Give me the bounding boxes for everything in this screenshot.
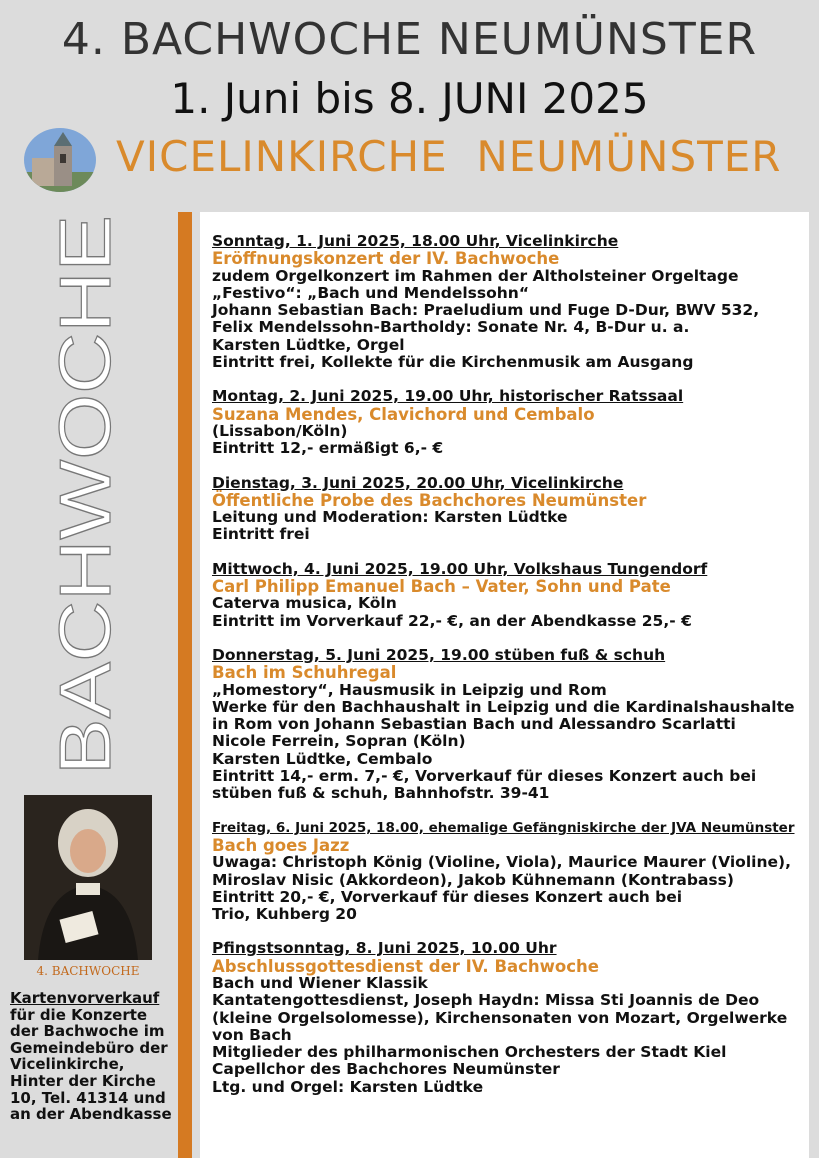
event-detail-line: Eintritt 20,- €, Vorverkauf für dieses Konzert auch bei xyxy=(212,887,683,906)
event-detail-line: Eintritt im Vorverkauf 22,- €, an der Abendkasse 25,- € xyxy=(212,611,692,630)
event-entry xyxy=(212,940,807,1096)
bach-portrait xyxy=(24,795,152,960)
event-detail-line: Karsten Lüdtke, Orgel xyxy=(212,335,405,354)
event-detail-line: stüben fuß & schuh, Bahnhofstr. 39-41 xyxy=(212,784,550,803)
event-title: Carl Philipp Emanuel Bach – Vater, Sohn und Pate xyxy=(212,577,671,597)
event-detail-line: Eintritt frei, Kollekte für die Kirchenmusik am Ausgang xyxy=(212,353,694,372)
event-detail-line: „Homestory“, Hausmusik in Leipzig und Rom xyxy=(212,680,607,699)
event-detail-line: Miroslav Nisic (Akkordeon), Jakob Kühnemann (Kontrabass) xyxy=(212,870,734,889)
event-detail-line: „Festivo“: „Bach und Mendelssohn“ xyxy=(212,283,530,302)
event-detail-line: Caterva musica, Köln xyxy=(212,594,397,613)
event-detail-line: (Lissabon/Köln) xyxy=(212,421,348,440)
event-title: Suzana Mendes, Clavichord und Cembalo xyxy=(212,404,595,424)
event-title: Öffentliche Probe des Bachchores Neumünster xyxy=(212,490,647,510)
event-detail-line: Karsten Lüdtke, Cembalo xyxy=(212,749,433,768)
event-title: Bach im Schuhregal xyxy=(212,663,397,683)
event-detail-line: Leitung und Moderation: Karsten Lüdtke xyxy=(212,508,568,527)
church-name: VICELINKIRCHE NEUMÜNSTER xyxy=(116,132,782,181)
event-detail-line: Uwaga: Christoph König (Violine, Viola), Maurice Maurer (Violine), xyxy=(212,853,791,872)
ticket-line: Vicelinkirche, xyxy=(10,1055,125,1074)
event-entry xyxy=(212,820,807,924)
event-date-location: Pfingstsonntag, 8. Juni 2025, 10.00 Uhr xyxy=(212,939,557,958)
ticket-line: Hinter der Kirche xyxy=(10,1071,156,1090)
event-title: Bach goes Jazz xyxy=(212,835,350,855)
event-detail-line: Ltg. und Orgel: Karsten Lüdtke xyxy=(212,1077,484,1096)
page-title: 4. BACHWOCHE NEUMÜNSTER xyxy=(61,14,758,65)
portrait-caption: 4. BACHWOCHE xyxy=(36,964,140,978)
event-detail-line: Eintritt 14,- erm. 7,- €, Vorverkauf für dieses Konzert auch bei xyxy=(212,767,757,786)
event-entry xyxy=(212,561,807,630)
vertical-title-text: BACHWOCHE xyxy=(52,299,124,775)
ticket-line: 10, Tel. 41314 und xyxy=(10,1088,166,1107)
event-entry xyxy=(212,233,807,371)
event-detail-line: Johann Sebastian Bach: Praeludium und Fuge D-Dur, BWV 532, xyxy=(212,301,760,320)
event-detail-line: Kantatengottesdienst, Joseph Haydn: Missa Sti Joannis de Deo xyxy=(212,991,760,1010)
event-detail-line: (kleine Orgelsolomesse), Kirchensonaten von Mozart, Orgelwerke xyxy=(212,1008,788,1027)
event-detail-line: Capellchor des Bachchores Neumünster xyxy=(212,1060,560,1079)
event-date-location: Donnerstag, 5. Juni 2025, 19.00 stüben fuß & schuh xyxy=(212,645,666,664)
event-detail-line: zudem Orgelkonzert im Rahmen der Altholsteiner Orgeltage xyxy=(212,266,739,285)
ticket-line: Gemeindebüro der xyxy=(10,1038,168,1057)
vertical-title xyxy=(52,205,124,780)
ticket-sales-info xyxy=(10,990,175,1123)
accent-bar xyxy=(178,212,192,1158)
event-date-location: Montag, 2. Juni 2025, 19.00 Uhr, historischer Ratssaal xyxy=(212,387,684,406)
event-detail-line: von Bach xyxy=(212,1025,292,1044)
ticket-line: an der Abendkasse xyxy=(10,1105,172,1124)
event-detail-line: Trio, Kuhberg 20 xyxy=(212,905,357,924)
event-title: Abschlussgottesdienst der IV. Bachwoche xyxy=(212,956,599,976)
church-tower-image xyxy=(24,128,96,192)
event-detail-line: Bach und Wiener Klassik xyxy=(212,973,428,992)
event-entry xyxy=(212,647,807,803)
ticket-line: der Bachwoche im xyxy=(10,1022,165,1041)
event-date-location: Sonntag, 1. Juni 2025, 18.00 Uhr, Vicelinkirche xyxy=(212,232,619,250)
ticket-sales-heading: Kartenvorverkauf xyxy=(10,989,160,1007)
event-entry xyxy=(212,388,807,457)
event-date-location: Dienstag, 3. Juni 2025, 20.00 Uhr, Vicelinkirche xyxy=(212,473,624,492)
event-date-location: Freitag, 6. Juni 2025, 18.00, ehemalige Gefängniskirche der JVA Neumünster xyxy=(212,819,795,836)
event-detail-line: Eintritt frei xyxy=(212,525,310,544)
event-detail-line: Eintritt 12,- ermäßigt 6,- € xyxy=(212,439,444,458)
event-detail-line: Werke für den Bachhaushalt in Leipzig und die Kardinalshaushalte xyxy=(212,697,795,716)
event-detail-line: Nicole Ferrein, Sopran (Köln) xyxy=(212,732,466,751)
event-dates: 1. Juni bis 8. JUNI 2025 xyxy=(170,74,649,123)
event-entry xyxy=(212,475,807,544)
event-date-location: Mittwoch, 4. Juni 2025, 19.00 Uhr, Volkshaus Tungendorf xyxy=(212,559,708,578)
event-detail-line: Mitglieder des philharmonischen Orchesters der Stadt Kiel xyxy=(212,1043,727,1062)
event-list xyxy=(212,233,807,1113)
event-title: Eröffnungskonzert der IV. Bachwoche xyxy=(212,249,560,269)
ticket-line: für die Konzerte xyxy=(10,1005,148,1024)
event-detail-line: in Rom von Johann Sebastian Bach und Alessandro Scarlatti xyxy=(212,715,736,734)
event-detail-line: Felix Mendelssohn-Bartholdy: Sonate Nr. 4, B-Dur u. a. xyxy=(212,318,690,337)
